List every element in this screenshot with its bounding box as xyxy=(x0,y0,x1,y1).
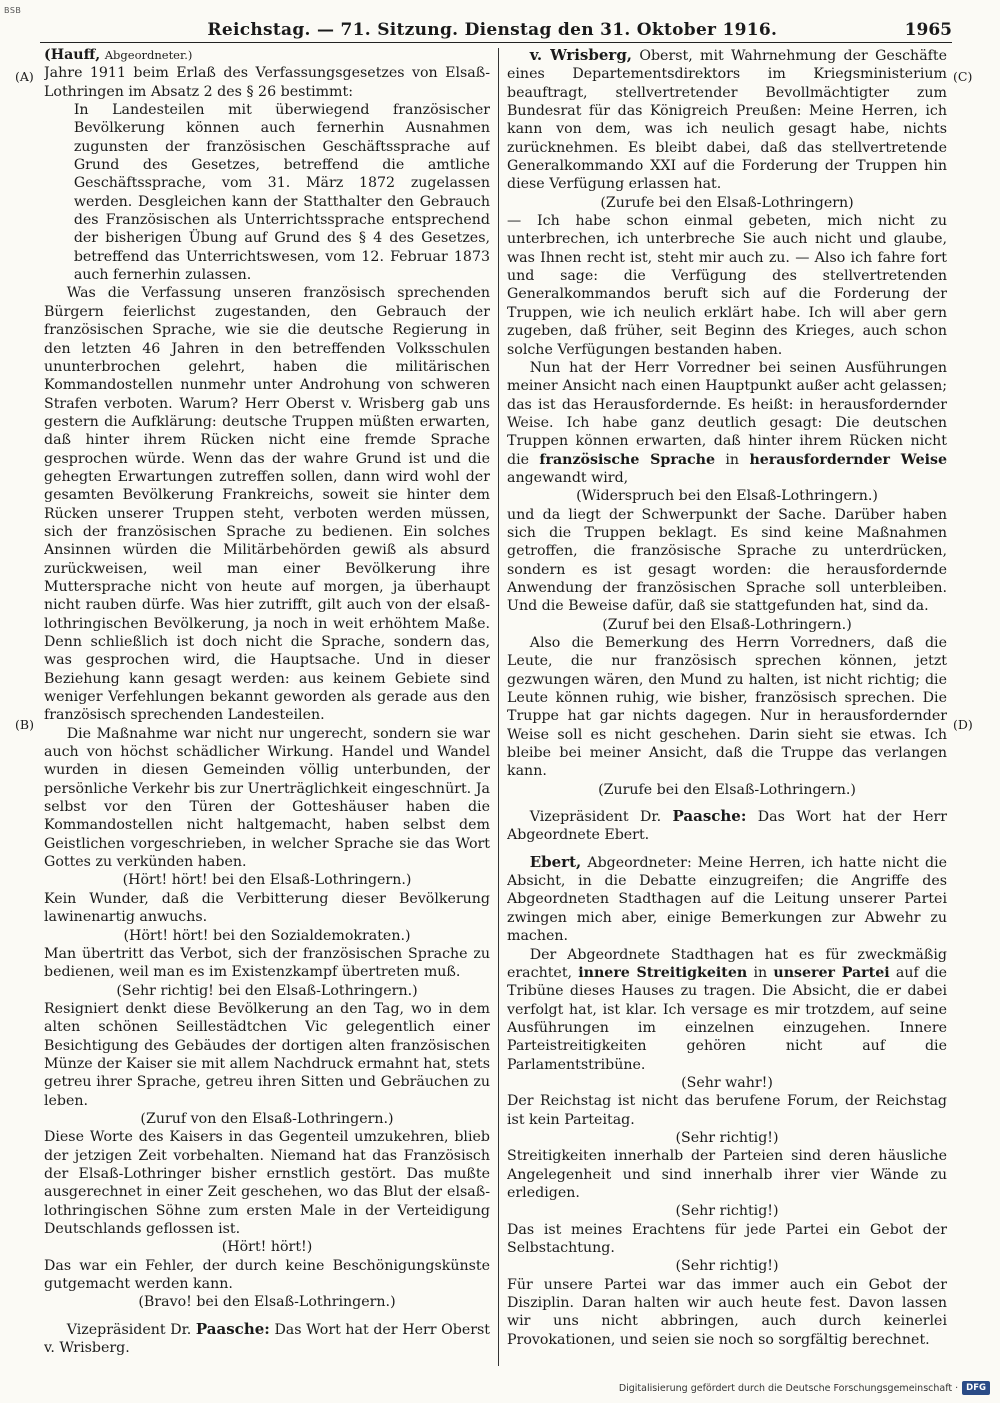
paragraph: Also die Bemerkung des Herrn Vorredners, daß die Leute, die nur französisch sprechen können, jetzt gezwungen wären, den Mund zu halten, ist nicht richtig; die Leute können ruhig, wie bisher, französisch sprechen. Die Truppe hat gar nichts dagegen. Nur in herausfordernder Weise soll es nicht geschehen. Darin sieht sie etwas. Ich bleibe bei meiner Ansicht, daß die Truppe das verlangen kann. xyxy=(507,635,947,780)
margin-marker-d: (D) xyxy=(953,717,973,732)
paragraph: Man übertritt das Verbot, sich der französischen Sprache zu bedienen, weil man es im Existenzkampf übertreten muß. xyxy=(44,945,490,981)
page-number: 1965 xyxy=(904,20,952,40)
page-title: Reichstag. — 71. Sitzung. Dienstag den 31. Oktober 1916. xyxy=(207,20,778,40)
paragraph: Resigniert denkt diese Bevölkerung an den Tag, wo in dem alten schönen Seillestädtchen Vic gelegentlich einer Besichtigung des Gebäudes der dortigen alten französischen Münze der Kaiser sie mit allem Nachdruck ermahnt hat, stets getreu ihrer Sprache, getreu ihren Sitten und Gebräuchen zu leben. xyxy=(44,1000,490,1109)
margin-marker-a: (A) xyxy=(15,69,34,84)
interjection: (Hört! hört! bei den Elsaß-Lothringern.) xyxy=(122,872,412,889)
library-stamp: BSB xyxy=(4,6,22,15)
dfg-logo: DFG xyxy=(962,1381,990,1395)
interjection: (Sehr wahr!) xyxy=(681,1074,773,1091)
column-rule xyxy=(498,48,499,1366)
interjection: (Sehr richtig!) xyxy=(675,1258,779,1275)
paragraph: und da liegt der Schwerpunkt der Sache. Darüber haben sich die Truppen beklagt. Es sind keine Maßnahmen getroffen, die französische Sprache zu unterdrücken, sondern es ist gesagt worden: die herausfordernde Anwendung der französischen Sprache soll unterbleiben. Und die Beweise dafür, daß sie stattgefunden hat, sind da. xyxy=(507,506,947,615)
right-column xyxy=(507,46,947,1366)
speaker-continuation: (Hauff, Abgeordneter.) xyxy=(44,47,193,63)
left-column xyxy=(44,46,490,1366)
law-quote: In Landesteilen mit überwiegend französischer Bevölkerung können auch fernerhin Ausnahmen zugunsten der französischen Geschäftssprache auf Grund des Gesetzes, betreffend die amtliche Geschäftssprache, vom 31. März 1872 zugelassen werden. Desgleichen kann der Statthalter den Gebrauch des Französischen als Unterrichtssprache entsprechend der bisherigen Übung auf Grund des § 4 des Gesetzes, betreffend das Unterrichtswesen, vom 12. Februar 1873 auch fernerhin zulassen. xyxy=(73,102,490,284)
interjection: (Bravo! bei den Elsaß-Lothringern.) xyxy=(138,1294,396,1311)
paragraph: Kein Wunder, daß die Verbitterung dieser Bevölkerung lawinenartig anwuchs. xyxy=(44,890,490,926)
paragraph: Das war ein Fehler, der durch keine Beschönigungskünste gutgemacht werden kann. xyxy=(44,1257,490,1293)
paragraph: Die Maßnahme war nicht nur ungerecht, sondern sie war auch von höchst schädlicher Wirkung. Handel und Wandel wurden in diesen Gemeinden völlig unterbunden, der persönliche Verkehr bis zur Unerträglichkeit eingeschnürt. Ja selbst vor den Türen der Gotteshäuser haben die Kommandostellen nicht haltgemacht, haben selbst dem Geistlichen vorgeschrieben, in welcher Sprache sie das Wort Gottes zu verkünden haben. xyxy=(44,725,490,871)
presiding-remark: Vizepräsident Dr. Paasche: Das Wort hat der Herr Abgeordnete Ebert. xyxy=(507,807,947,844)
interjection: (Zurufe bei den Elsaß-Lothringern) xyxy=(600,194,854,211)
paragraph: Das ist meines Erachtens für jede Partei ein Gebot der Selbstachtung. xyxy=(507,1221,947,1256)
paragraph: Jahre 1911 beim Erlaß des Verfassungsgesetzes von Elsaß-Lothringen im Absatz 2 des § 26 bestimmt: xyxy=(44,65,490,100)
interjection: (Sehr richtig!) xyxy=(675,1203,779,1220)
interjection: (Hört! hört! bei den Sozialdemokraten.) xyxy=(123,927,411,944)
margin-marker-b: (B) xyxy=(15,717,34,732)
interjection: (Sehr richtig! bei den Elsaß-Lothringern.) xyxy=(116,982,418,999)
paragraph: Diese Worte des Kaisers in das Gegenteil umzukehren, blieb der jetzigen Zeit vorbehalten. Niemand hat das Französisch der Elsaß-Lothringer bisher ernstlich gestört. Das mußte ausgerechnet in einer Zeit geschehen, wo das Blut der elsaß-lothringischen Söhne zum ersten Male in der Verteidigung Deutschlands geflossen ist. xyxy=(44,1129,490,1237)
paragraph: Der Reichstag ist nicht das berufene Forum, der Reichstag ist kein Parteitag. xyxy=(507,1093,947,1128)
page-header xyxy=(40,18,952,43)
interjection: (Widerspruch bei den Elsaß-Lothringern.) xyxy=(576,488,878,505)
interjection: (Zuruf bei den Elsaß-Lothringern.) xyxy=(602,616,852,633)
paragraph: Nun hat der Herr Vorredner bei seinen Ausführungen meiner Ansicht nach einen Hauptpunkt außer acht gelassen; das ist das Herausfordernde. Es heißt: in herausfordernder Weise. Ich habe ganz deutlich gesagt: Die deutschen Truppen können erwarten, daß hinter ihrem Rücken nicht die französische Sprache in herausfordernder Weise angewandt wird, xyxy=(507,359,947,486)
digitization-footer xyxy=(619,1381,990,1395)
paragraph: Der Abgeordnete Stadthagen hat es für zweckmäßig erachtet, innere Streitigkeiten in unserer Partei auf die Tribüne dieses Hauses zu tragen. Die Absicht, die er dabei verfolgt hat, ist klar. Ich versage es mir trotzdem, auf seine Ausführungen im einzelnen einzugehen. Innere Parteistreitigkeiten gehören nicht auf die Parlamentstribüne. xyxy=(507,946,947,1073)
paragraph: Was die Verfassung unseren französisch sprechenden Bürgern feierlichst zugestanden, den Gebrauch der französischen Sprache, wie sie die deutsche Regierung in den letzten 46 Jahren in den betreffenden Volksschulen ununterbrochen gelehrt, haben die militärischen Kommandostellen nunmehr unter Androhung von schweren Strafen verboten. Warum? Herr Oberst v. Wrisberg gab uns gestern die Aufklärung: deutsche Truppen müßten erwarten, daß hinter ihrem Rücken nicht eine fremde Sprache gesprochen würde. Wenn das der wahre Grund ist und die gehegten Erwartungen zutreffen sollen, dann wird wohl der gesamten Bevölkerung Frankreichs, soweit sie hinter dem Rücken unserer Truppen steht, verboten werden müssen, sich der französischen Sprache zu bedienen. Ein solches Ansinnen würden die Militärbehörden gewiß als absurd zurückweisen, weil man einer Bevölkerung ihre Muttersprache nicht von heute auf morgen, ja überhaupt nicht rauben dürfe. Was hier zutrifft, gilt auch von der elsaß-lothringischen Bevölkerung, ja noch in weit erhöhtem Maße. Denn schließlich ist doch nicht die Sprache, sondern das, was gesprochen wird, die Hauptsache. Und in dieser Beziehung kann gesagt werden: aus keinem Gebiete sind weniger Verfehlungen bekannt geworden als gerade aus den französisch sprechenden Landesteilen. xyxy=(44,285,490,724)
interjection: (Zurufe bei den Elsaß-Lothringern.) xyxy=(598,781,856,798)
paragraph: — Ich habe schon einmal gebeten, mich nicht zu unterbrechen, ich unterbreche Sie auch nicht und glaube, was Ihnen recht ist, steht mir auch zu. — Also ich fahre fort und sage: die Verfügung des stellvertretenden Generalkommandos beruft sich auf die Forderung der Truppen, wie ich neulich erklärt habe. Ich will aber gern zugeben, daß früher, seit Beginn des Krieges, auch schon solche Verfügungen bestanden haben. xyxy=(507,213,947,358)
interjection: (Zuruf von den Elsaß-Lothringern.) xyxy=(140,1110,394,1127)
speech-start: Ebert, Abgeordneter: Meine Herren, ich hatte nicht die Absicht, in die Debatte einzugreifen; die Angriffe des Abgeordneten Stadthagen auf die Leitung unserer Partei zwingen mich aber, einige Bemerkungen zur Abwehr zu machen. xyxy=(507,852,947,945)
presiding-remark: Vizepräsident Dr. Paasche: Das Wort hat der Herr Oberst v. Wrisberg. xyxy=(44,1319,490,1357)
footer-text: Digitalisierung gefördert durch die Deutsche Forschungsgemeinschaft · xyxy=(618,1382,959,1394)
interjection: (Sehr richtig!) xyxy=(675,1129,779,1146)
paragraph: Streitigkeiten innerhalb der Parteien sind deren häusliche Angelegenheit und sind innerhalb ihrer vier Wände zu erledigen. xyxy=(507,1148,947,1201)
paragraph: Für unsere Partei war das immer auch ein Gebot der Disziplin. Daran halten wir auch heute fest. Davon lassen wir uns nicht abbringen, auch durch keinerlei Provokationen, und seien sie noch so sorgfältig berechnet. xyxy=(507,1276,947,1348)
margin-marker-c: (C) xyxy=(953,69,973,84)
interjection: (Hört! hört!) xyxy=(221,1239,313,1256)
speech-start: v. Wrisberg, Oberst, mit Wahrnehmung der Geschäfte eines Departementsdirektors im Kriegsministerium beauftragt, stellvertretender Bevollmächtigter zum Bundesrat für das Königreich Preußen: Meine Herren, ich kann von dem, was ich neulich gesagt habe, nichts zurücknehmen. Es bleibt dabei, daß das stellvertretende Generalkommando XXI auf die Forderung der Truppen hin diese Verfügung erlassen hat. xyxy=(507,46,947,193)
